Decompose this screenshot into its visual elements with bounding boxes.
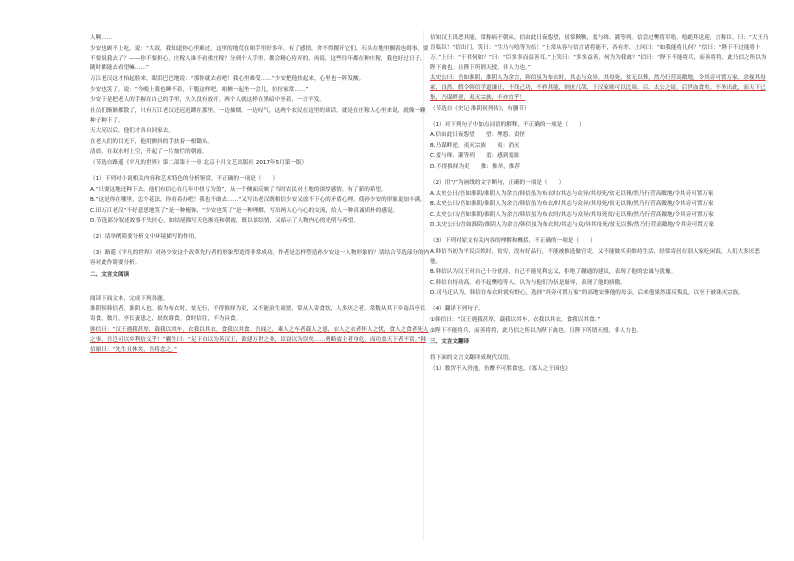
question-2: （2）请举例简要分析文中环境描写的作用。 <box>90 234 200 241</box>
option-d: D.太史公曰/吾如淮阴/淮阴人为余言/韩信虽为布衣时/其志与众/异其母死/贫无以葬/然乃行营高敞地/令其旁可置万家 <box>430 222 715 229</box>
option-b: B.韩信认为汉王对自己十分优待，自己不能见利忘义，拒绝了蒯通的建议，表现了他的忠诚与犹豫。 <box>430 269 677 276</box>
story-para: 万江老汉这才抬起脸来，眼泪巴巴地说：“那你就去看吧！我心里难受……”少安把他扶起来，心里也一阵发酸。 <box>90 76 365 82</box>
question-3-stem: （3）下列对原文有关内容的理解和概括，不正确的一项是（ ） <box>430 238 596 245</box>
option-c: C.田万江老汉“不好意思地笑了”是一种掩饰，“少安也笑了”是一种理解，写出两人心与心的交流，给人一种真诚质朴的感觉。 <box>90 207 399 214</box>
option-c: C.韩信自恃功高，看不起樊哙等人，认为与他们为伍是耻辱，表现了他的骄傲。 <box>430 279 626 286</box>
story-para: 少安也顾不上吃，说：“大叔，我知道你心里难过。这里的地荒在咱手里好多年，有了感情，舍不得撂开它们。石头在地里搁着也碍事，要不要说我去了？——你不要担心，庄稼人谁不看重庄稼？分到个人手里，都会精心侍弄的。再说，这些往年都在种庄稼，我也好过日子，随时都能去看望嘛……” <box>90 45 429 72</box>
story-para: 天大亮以后，他们才各自回家去。 <box>90 128 174 135</box>
wenyan-para: 太史公曰：吾如淮阴，淮阴人为余言，韩信虽为布衣时，其志与众异。其母死，贫无以葬，然乃行营高敞地，令其旁可置万家。余视其母冢，良然。假令韩信学道谦让，不伐己功，不矜其能，则庶几哉，于汉家勋可以比周、召、太公之徒，后世血食矣。不务出此，而天下已集，乃谋畔逆，夷灭宗族，不亦宜乎！ <box>430 75 766 102</box>
question-1-stem: （1）对下列句子中加点词语的解释，不正确的一项是（ ） <box>430 121 585 128</box>
translate-item: ②陛下不能将兵，而善将将，此乃信之所以为陛下禽也。且陛下所谓天授，非人力也。 <box>430 327 642 334</box>
story-para: 清晨，在双水村上空，升起了一片灿烂的朝霞。 <box>90 149 208 156</box>
source-note: （节选自路遥《平凡的世界》第二部第十一章 北京十月文艺出版社 2017年5月第一版） <box>90 160 308 167</box>
story-para: 人啊…… <box>90 35 113 41</box>
right-column <box>430 34 770 376</box>
option-b: B.“这是你在哪里，怎个花法，你看着办吧！我也不敢去……”又写出老汉既相信少安又放不下心的矛盾心理，使孙少安的形象更加丰满。 <box>90 197 426 204</box>
translate-question: （1）数罟不入洿池，鱼鳖不可胜食也。《寡人之于国也》 <box>430 365 571 372</box>
story-para: 社员们渐渐都散了，只有万江老汉还迟迟蹲在那里，一边抽烟，一边叹气。这两个农民在这里的谈话，就是在庄稼人心里来说，就像一颗种子种下了。 <box>90 107 426 124</box>
wenyan-para: 淮阴侯韩信者，淮阴人也。始为布衣时，贫无行，不得推择为吏，又不能治生商贾，常从人寄食饮，人多厌之者。常数从其下乡南昌亭长寄食，数月，亭长妻患之，晨炊蓐食。食时信往，不为具食。 <box>90 306 426 323</box>
story-para: 少安也笑了，说：“今晚上我也睡不着，干脆这样吧，咱俩一起坐一会儿，拉拉家常……” <box>90 86 309 93</box>
question-4-stem: （4）翻译下列句子。 <box>430 306 484 313</box>
option-d: D.节选部分叙述故事不失匠心，如结尾描写天色渐亮和朝霞，既以景结情，又暗示了人物内心的光明与希望。 <box>90 218 359 225</box>
section-title-2: 二、文言文阅读 <box>90 271 130 278</box>
question-3: （3）路遥《平凡的世界》对孙少安这个改革先行者的形象塑造得非常成功，作者是怎样塑造孙少安这一人物形象的？请结合节选部分的内容对此作简要分析。 <box>90 250 430 267</box>
option-a: A.太史公曰/吾如淮阴/淮阴人为余言/韩信虽为布衣时/其志与众异/其母死/贫无以葬/然乃行营高敞地/令其旁可置万家 <box>430 190 714 197</box>
option-b: B.乃谋畔逆，夷灭宗族 夷：消灭 <box>430 142 520 149</box>
option-a: A.韩信当初为平民百姓时，贫穷，没有好品行，不能被推选做官吏，又不能做买卖维持生活，经常寄居在别人家吃闲饭，人们大多厌恶他。 <box>430 248 760 265</box>
wenyan-para: 韩信曰：“汉王遇我甚厚，载我以其车，衣我以其衣，食我以其食。吾闻之，乘人之车者载人之患，衣人之衣者怀人之忧，食人之食者死人之事，吾岂可以乡利倍义乎！”蒯生曰：“足下自以为善汉王，欲建万世之业，臣窃以为误矣……勇略震主者身危，而功盖天下者不赏。”韩信谢曰：“先生且休矣，吾将念之。” <box>90 326 429 353</box>
option-c: C.太史公曰/吾如淮阴/淮阴人为余言/韩信虽为布衣时/其志与众异/其母死贫/无以葬/然乃行营高敞地/令其旁可置万家 <box>430 211 714 218</box>
option-d: D.司马迁认为，韩信在布衣时就有野心，选择“其旁可置万家”的高地安葬他的母亲，后来他果然谋反叛乱，以至于被诛灭宗族。 <box>430 290 744 297</box>
story-para: 在老人们的目光下，他用颤抖的手扶着一根锄头。 <box>90 138 214 145</box>
left-column <box>90 34 430 356</box>
story-para: 少安于是把老人的手握在自己的手里，久久没有放开。两个人就这样在黑暗中坐着，一言不发。 <box>90 97 325 104</box>
option-c: C.羞与绛、灌等列 羞：感到羞耻 <box>430 153 520 160</box>
question-stem: （1）下列对小说相关内容和艺术特色的分析鉴赏，不正确的一项是（ ） <box>90 175 279 182</box>
option-d: D.不得推择为吏 推：推举，推荐 <box>430 164 520 170</box>
translate-intro: 将下面的文言文翻译成现代汉语。 <box>430 355 514 362</box>
section-title-3: 三、文言文翻译 <box>430 339 470 346</box>
translate-item: ①韩信曰：“汉王遇我甚厚，载我以其车，衣我以其衣，食我以其食。” <box>430 316 601 323</box>
option-a: A.信由此日夜怨望 望：埋怨，责怪 <box>430 132 526 139</box>
question-2-stem: （2）用“/”为画线的文字断句，正确的一项是（ ） <box>430 179 565 186</box>
wenyan-intro: 阅读下面文本，完成下列各题。 <box>90 295 169 302</box>
wenyan-para: 信知汉王畏恶其能，常称病不朝从。信由此日夜怨望，居常鞅鞅，羞与绛、灌等列。信尝过樊将军哙，哙跪拜送迎，言称臣，曰：“大王乃肯临臣！”信出门，笑曰：“生乃与哙等为伍！”上常从容与信言诸将能不，各有差。上问曰：“如我能将几何？”信曰：“陛下不过能将十万。”上曰：“于君何如？”曰：“臣多多而益善耳。”上笑曰：“多多益善，何为为我禽？”信曰：“陛下不能将兵，而善将将，此乃信之所以为陛下禽也。且陛下所谓天授，非人力也。” <box>430 35 769 71</box>
option-a: A.“只要这地还种下去，他们有信心在几年中扭亏为盈”，从一个侧面反映了当时农民对土地的深厚感情，有了新的希望。 <box>90 186 387 193</box>
option-b: B.太史公曰/吾如淮阴/淮阴人为余言/韩信虽为布衣/时其志与众异/其母死/贫无以葬/然乃行营高敞地/令其旁可置万家 <box>430 201 714 208</box>
source-note: （节选自《史记·淮阴侯列传》，有删节） <box>430 105 530 112</box>
